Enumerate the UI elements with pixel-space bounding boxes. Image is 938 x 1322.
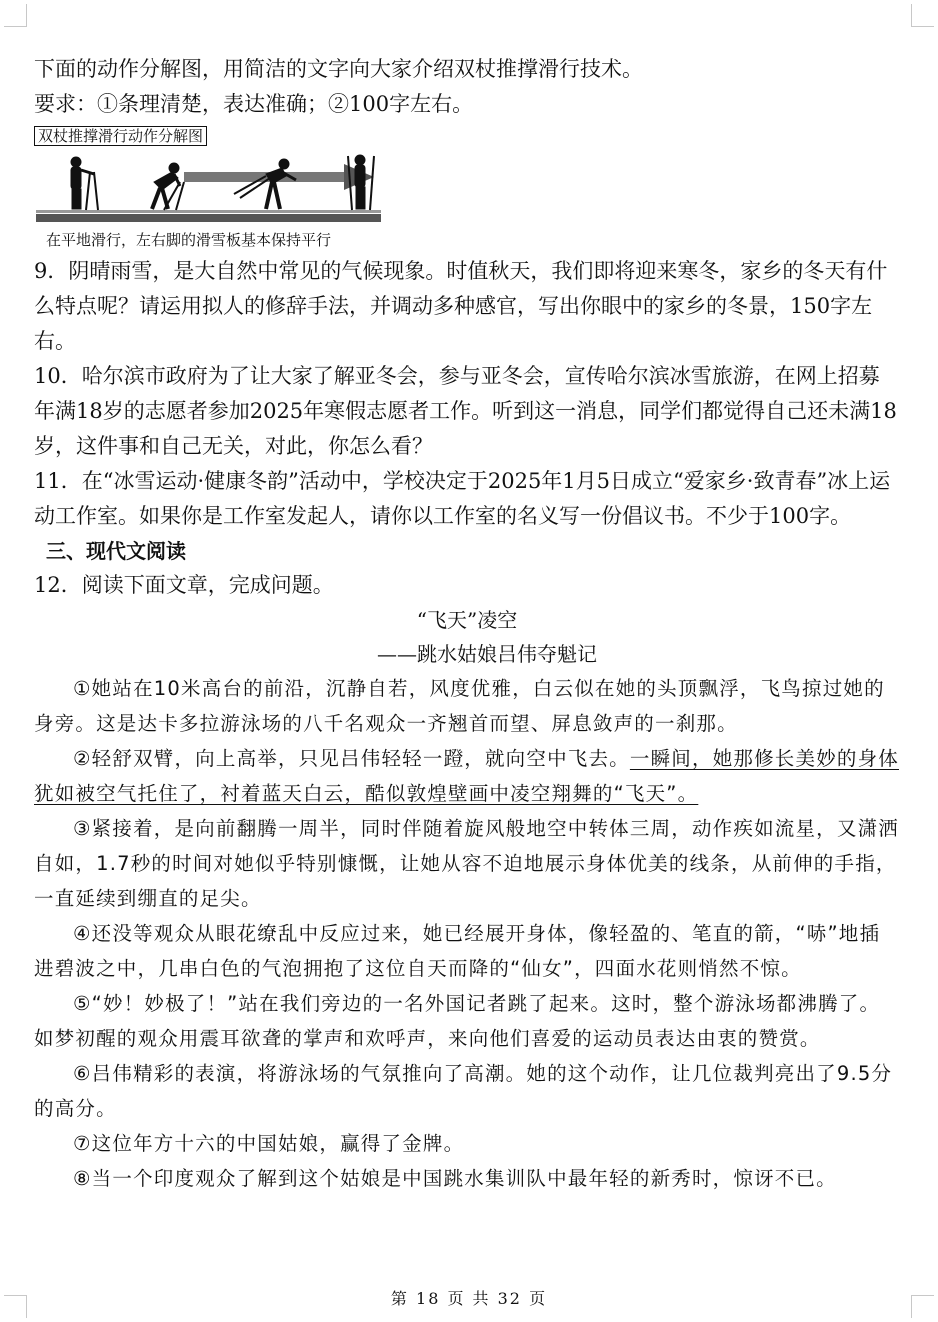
skiing-illustration [34, 152, 384, 230]
crop-mark-top-left [4, 4, 27, 27]
question-9: 9．阴晴雨雪，是大自然中常见的气候现象。时值秋天，我们即将迎来寒冬，家乡的冬天有什么特点呢？请运用拟人的修辞手法，并调动多种感官，写出你眼中的家乡的冬景，150字左右。 [34, 259, 888, 353]
question-10: 10．哈尔滨市政府为了让大家了解亚冬会，参与亚冬会，宣传哈尔滨冰雪旅游，在网上招募年满18岁的志愿者参加2025年寒假志愿者工作。听到这一消息，同学们都觉得自己还未满18岁，这件事和自己无关，对此，你怎么看？ [34, 364, 897, 458]
paragraph-2 [34, 741, 900, 811]
underlined-sentence: 一瞬间，她那修长美妙的身体犹如被空气托住了，衬着蓝天白云，酷似敦煌壁画中凌空翔舞的“飞天”。 [34, 747, 899, 805]
paragraph-5: ⑤“妙！妙极了！”站在我们旁边的一名外国记者跳了起来。这时，整个游泳场都沸腾了。如梦初醒的观众用震耳欲聋的掌声和欢呼声，来向他们喜爱的运动员表达由衷的赞赏。 [34, 992, 881, 1050]
paragraph-4: ④还没等观众从眼花缭乱中反应过来，她已经展开身体，像轻盈的、笔直的箭，“哧”地插进碧波之中，几串白色的气泡拥抱了这位自天而降的“仙女”，四面水花则悄然不惊。 [34, 922, 881, 980]
page-footer: 第 18 页 共 32 页 [390, 1289, 548, 1308]
question-12: 12．阅读下面文章，完成问题。 [34, 573, 334, 597]
crop-mark-top-right [911, 4, 934, 27]
skiing-figure [34, 126, 394, 252]
figure-caption: 在平地滑行，左右脚的滑雪板基本保持平行 [46, 231, 332, 249]
article-title: “飞天”凌空 [416, 608, 518, 632]
article [34, 603, 900, 1196]
section-heading: 三、现代文阅读 [46, 539, 186, 563]
paragraph-1: ①她站在10米高台的前沿，沉静自若，风度优雅，白云似在她的头顶飘浮，飞鸟掠过她的身旁。这是达卡多拉游泳场的八千名观众一齐翘首而望、屏息敛声的一刹那。 [34, 677, 885, 735]
q8-requirement: 要求：①条理清楚，表达准确；②100字左右。 [34, 92, 474, 116]
paragraph-7: ⑦这位年方十六的中国姑娘，赢得了金牌。 [73, 1132, 465, 1155]
figure-title: 双杖推撑滑行动作分解图 [34, 126, 207, 146]
paragraph-8: ⑧当一个印度观众了解到这个姑娘是中国跳水集训队中最年轻的新秀时，惊讶不已。 [73, 1167, 837, 1190]
article-subtitle: ——跳水姑娘吕伟夺魁记 [377, 642, 597, 666]
paragraph-6: ⑥吕伟精彩的表演，将游泳场的气氛推向了高潮。她的这个动作，让几位裁判亮出了9.5分的高分。 [34, 1062, 893, 1120]
paragraph-3: ③紧接着，是向前翻腾一周半，同时伴随着旋风般地空中转体三周，动作疾如流星，又潇洒自如，1.7秒的时间对她似乎特别慷慨，让她从容不迫地展示身体优美的线条，从前伸的手指，一直延续到绷直的足尖。 [34, 817, 899, 910]
paragraph-2-text: ②轻舒双臂，向上高举，只见吕伟轻轻一蹬，就向空中飞去。 [73, 747, 630, 770]
page-content [34, 52, 900, 1196]
q8-instruction: 下面的动作分解图，用简洁的文字向大家介绍双杖推撑滑行技术。 [34, 57, 643, 81]
question-11: 11．在“冰雪运动·健康冬韵”活动中，学校决定于2025年1月5日成立“爱家乡·致青春”冰上运动工作室。如果你是工作室发起人，请你以工作室的名义写一份倡议书。不少于100字。 [34, 469, 891, 528]
